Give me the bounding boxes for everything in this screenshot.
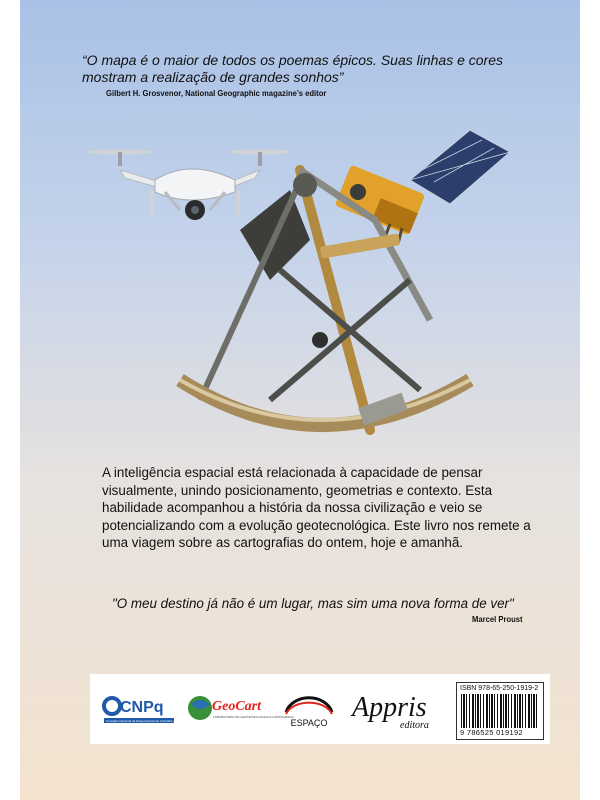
appris-logo — [348, 674, 444, 744]
back-cover — [20, 0, 580, 800]
svg-text:editora: editora — [400, 720, 429, 731]
satellite-icon — [335, 130, 510, 244]
svg-text:GeoCart: GeoCart — [212, 699, 261, 714]
svg-text:ESPAÇO: ESPAÇO — [290, 718, 328, 728]
isbn-label: ISBN 978-65-250-1919-2 — [460, 685, 539, 692]
barcode-bars — [461, 694, 539, 728]
cnpq-logo — [98, 674, 192, 744]
closing-quote: "O meu destino já não é um lugar, mas sim uma nova forma de ver" — [112, 596, 514, 611]
isbn-digits: 9 786525 019192 — [460, 728, 523, 737]
isbn-barcode — [456, 682, 544, 740]
synopsis-text: A inteligência espacial está relacionada à capacidade de pensar visualmente, unindo posicionamento, geometrias e contexto. Esta habilidade acompanhou a história da nossa civilização e veio se potencializando com a evolução geotecnológica. Este livro nos remete a uma viagem sobre as cartografias do ontem, hoje e amanhã. — [102, 465, 531, 550]
svg-text:Conselho Nacional de Desenvolv: Conselho Nacional de Desenvolvimento Científico e Tecnológico — [106, 719, 192, 723]
sponsor-logo-bar — [90, 674, 550, 744]
geocart-logo — [186, 674, 294, 744]
svg-text:LABORATÓRIO DE GEOTECNOLOGIAS: LABORATÓRIO DE GEOTECNOLOGIAS E CARTOGRAFIA — [213, 715, 294, 719]
closing-quote-author: Marcel Proust — [472, 614, 523, 624]
drone-icon — [88, 149, 290, 220]
svg-text:Appris: Appris — [352, 692, 427, 723]
opening-quote: “O mapa é o maior de todos os poemas épicos. Suas linhas e cores mostram a realização de grandes sonhos” — [82, 52, 503, 85]
opening-quote-author: Gilbert H. Grosvenor, National Geographic magazine’s editor — [106, 88, 327, 98]
svg-text:CNPq: CNPq — [120, 699, 164, 716]
espaco-logo — [276, 674, 342, 744]
cartography-illustration — [40, 130, 600, 450]
sextant-icon — [180, 170, 470, 430]
